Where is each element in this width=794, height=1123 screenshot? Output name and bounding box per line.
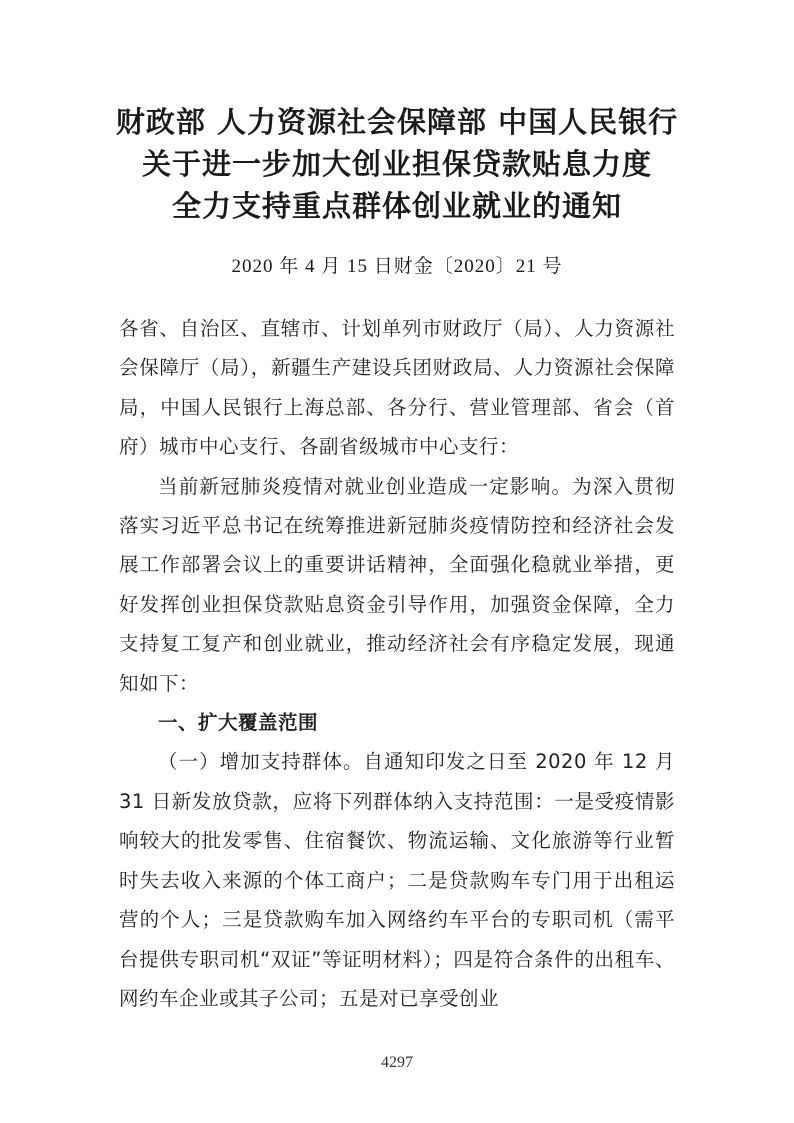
document-title-line-2: 关于进一步加大创业担保贷款贴息力度 bbox=[141, 147, 652, 181]
section-heading: 一、扩大覆盖范围 bbox=[158, 711, 319, 735]
document-title-line-1: 财政部 人力资源社会保障部 中国人民银行 bbox=[115, 105, 679, 139]
intro-paragraph: 当前新冠肺炎疫情对就业创业造成一定影响。为深入贯彻落实习近平总书记在统筹推进新冠肺炎疫情防控和经济社会发展工作部署会议上的重要讲话精神，全面强化稳就业举措，更好发挥创业担保贷款贴息资金引导作用，加强资金保障，全力支持复工复产和创业就业，推动经济社会有序稳定发展，现通知如下： bbox=[119, 474, 675, 695]
section-paragraph: （一）增加支持群体。自通知印发之日至 2020 年 12 月 31 日新发放贷款，应将下列群体纳入支持范围：一是受疫情影响较大的批发零售、住宿餐饮、物流运输、文化旅游等行业暂时失去收入来源的个体工商户；二是贷款购车专门用于出租运营的个人；三是贷款购车加入网络约车平台的专职司机（需平台提供专职司机“双证”等证明材料）；四是符合条件的出租车、网约车企业或其子公司；五是对已享受创业 bbox=[119, 750, 675, 1010]
document-body bbox=[119, 309, 675, 1018]
page-number: 4297 bbox=[381, 1054, 413, 1071]
document-number: 2020 年 4 月 15 日财金〔2020〕21 号 bbox=[231, 256, 563, 277]
document-title-line-3: 全力支持重点群体创业就业的通知 bbox=[171, 189, 622, 223]
salutation-paragraph: 各省、自治区、直辖市、计划单列市财政厅（局）、人力资源社会保障厅（局），新疆生产建设兵团财政局、人力资源社会保障局，中国人民银行上海总部、各分行、营业管理部、省会（首府）城市中心支行、各副省级城市中心支行： bbox=[119, 317, 675, 459]
